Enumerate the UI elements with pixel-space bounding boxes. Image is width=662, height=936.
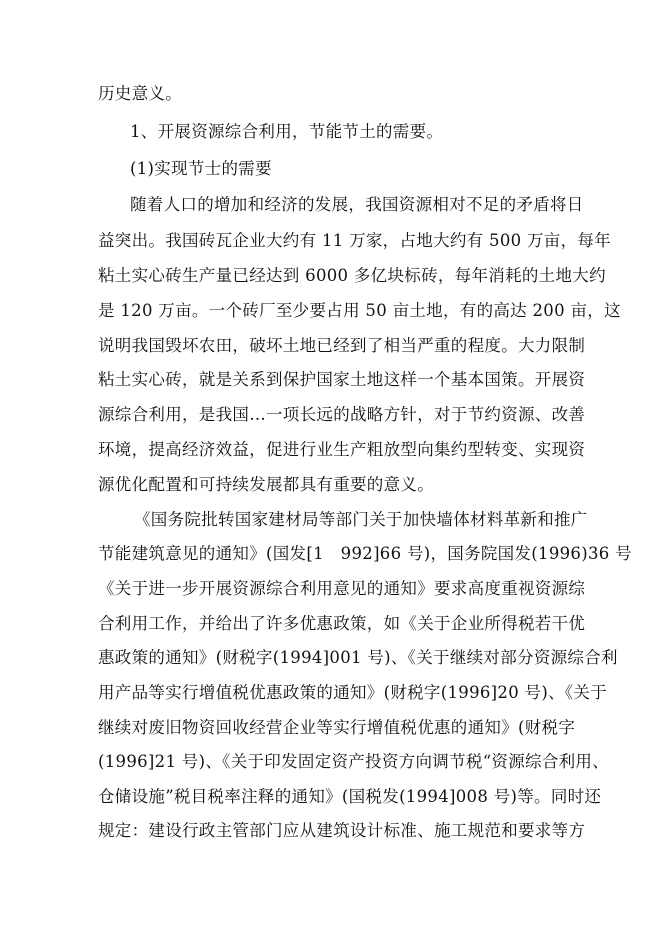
text-line-21: 仓储设施”税目税率注释的通知》(国税发(1994]008 号)等。同时还 <box>98 787 602 806</box>
text-line-15: 《关于进一步开展资源综合利用意见的通知》要求高度重视资源综 <box>98 579 586 598</box>
text-line-6: 粘土实心砖生产量已经达到 6000 多亿块标砖，每年消耗的土地大约 <box>98 266 606 285</box>
text-line-22: 规定：建设行政主管部门应从建筑设计标准、施工规范和要求等方 <box>98 821 586 840</box>
text-line-19: 继续对废旧物资回收经营企业等实行增值税优惠的通知》(财税字 <box>98 718 576 737</box>
text-line-11: 环境，提高经济效益，促进行业生产粗放型向集约型转变、实现资 <box>98 440 586 459</box>
text-line-13: 《国务院批转国家建材局等部门关于加快墙体材料革新和推广 <box>134 510 588 529</box>
text-line-14: 节能建筑意见的通知》(国发[1 992]66 号)，国务院国发(1996)36 号 <box>98 544 632 563</box>
text-line-20: (1996]21 号)、《关于印发固定资产投资方向调节税“资源综合利用、 <box>98 752 610 771</box>
text-line-4: 随着人口的增加和经济的发展，我国资源相对不足的矛盾将日 <box>130 195 584 214</box>
text-line-5: 益突出。我国砖瓦企业大约有 11 万家，占地大约有 500 万亩，每年 <box>98 231 611 250</box>
text-line-8: 说明我国毁坏农田，破坏土地已经到了相当严重的程度。大力限制 <box>98 336 586 355</box>
text-line-10: 源综合利用，是我国…一项长远的战略方针，对于节约资源、改善 <box>98 405 586 424</box>
text-line-16: 合利用工作，并给出了许多优惠政策，如《关于企业所得税若干优 <box>98 614 586 633</box>
text-line-17: 惠政策的通知》(财税字(1994]001 号)、《关于继续对部分资源综合利 <box>98 648 618 667</box>
text-line-9: 粘土实心砖，就是关系到保护国家土地这样一个基本国策。开展资 <box>98 370 586 389</box>
text-line-1: 历史意义。 <box>98 84 182 103</box>
section-heading: 1、开展资源综合利用，节能节土的需要。 <box>130 122 444 141</box>
text-line-18: 用产品等实行增值税优惠政策的通知》(财税字(1996]20 号)、《关于 <box>98 683 608 702</box>
text-line-7: 是 120 万亩。一个砖厂至少要占用 50 亩土地，有的高达 200 亩，这 <box>98 301 621 320</box>
text-line-12: 源优化配置和可持续发展都具有重要的意义。 <box>98 475 434 494</box>
subsection-heading: (1)实现节士的需要 <box>130 159 272 178</box>
